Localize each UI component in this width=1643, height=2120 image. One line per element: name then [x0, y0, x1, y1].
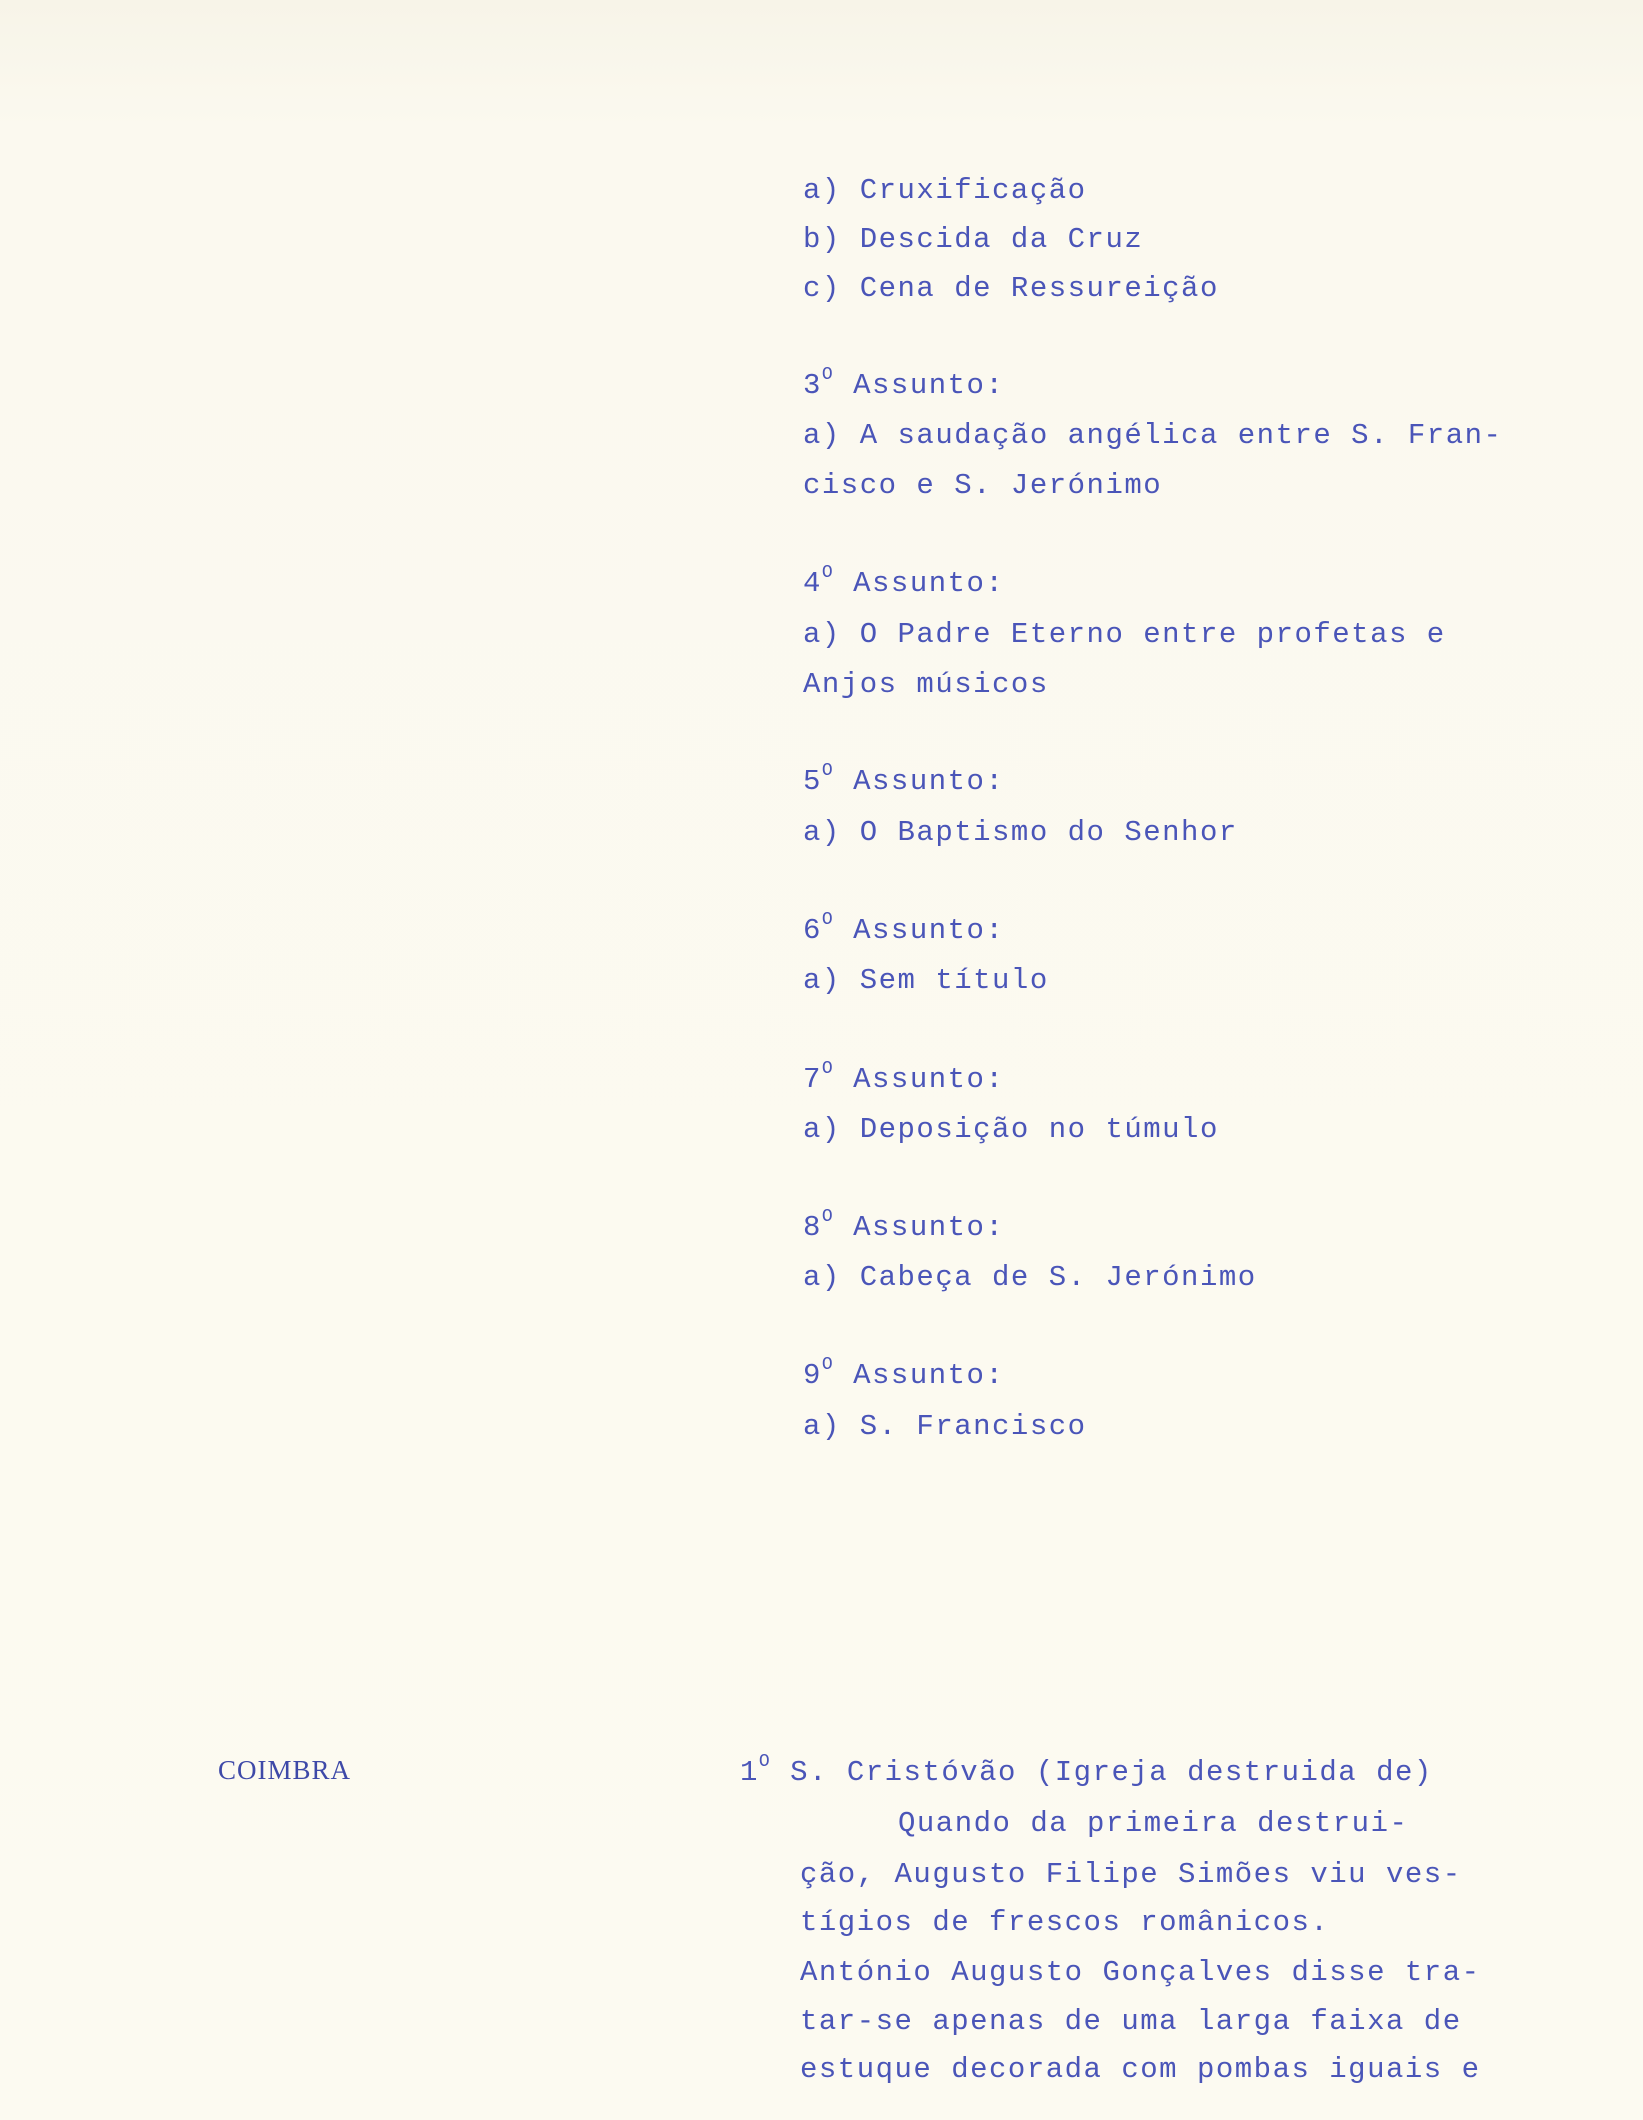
subject-number: 6: [803, 914, 822, 947]
subject-item: a) Cabeça de S. Jerónimo: [803, 1261, 1257, 1294]
subject-heading-label: Assunto:: [853, 567, 1005, 600]
subject-heading-label: Assunto:: [853, 1211, 1005, 1244]
subject-heading: [803, 563, 1005, 602]
ordinal-mark: O: [821, 1207, 835, 1227]
subject-number: 4: [803, 567, 822, 600]
entry-title: [740, 1752, 1433, 1791]
paragraph-line: António Augusto Gonçalves disse tra-: [800, 1956, 1481, 1989]
paragraph-line: estuque decorada com pombas iguais e: [800, 2053, 1481, 2086]
subject-heading: [803, 1059, 1005, 1098]
entry-title-text: S. Cristóvão (Igreja destruida de): [790, 1756, 1433, 1789]
subject-number: 8: [803, 1211, 822, 1244]
subject-number: 3: [803, 369, 822, 402]
subject-item: a) O Baptismo do Senhor: [803, 816, 1238, 849]
subject-item: a) Cruxificação: [803, 174, 1087, 207]
subject-item: c) Cena de Ressureição: [803, 272, 1219, 305]
paragraph-line: tar-se apenas de uma larga faixa de: [800, 2005, 1462, 2038]
ordinal-mark: O: [821, 563, 835, 583]
ordinal-mark: O: [821, 1059, 835, 1079]
subject-item: a) O Padre Eterno entre profetas e: [803, 618, 1446, 651]
entry-number: 1: [740, 1756, 759, 1789]
subject-item: Anjos músicos: [803, 668, 1049, 701]
ordinal-mark: O: [821, 761, 835, 781]
subject-number: 5: [803, 765, 822, 798]
subject-heading: [803, 1207, 1005, 1246]
subject-heading-label: Assunto:: [853, 765, 1005, 798]
subject-heading-label: Assunto:: [853, 914, 1005, 947]
subject-item: a) A saudação angélica entre S. Fran-: [803, 419, 1503, 452]
paragraph-line: Quando da primeira destrui-: [898, 1807, 1409, 1840]
ordinal-mark: O: [758, 1752, 772, 1772]
city-heading: COIMBRA: [218, 1755, 352, 1785]
subject-number: 7: [803, 1063, 822, 1096]
subject-heading: [803, 910, 1005, 949]
subject-heading-label: Assunto:: [853, 369, 1005, 402]
ordinal-mark: O: [821, 365, 835, 385]
subject-number: 9: [803, 1359, 822, 1392]
ordinal-mark: O: [821, 1355, 835, 1375]
subject-item: a) Sem título: [803, 964, 1049, 997]
subject-item: cisco e S. Jerónimo: [803, 469, 1163, 502]
subject-heading-label: Assunto:: [853, 1359, 1005, 1392]
subject-heading: [803, 761, 1005, 800]
paragraph-line: tígios de frescos românicos.: [800, 1906, 1330, 1939]
subject-item: b) Descida da Cruz: [803, 223, 1144, 256]
paragraph-line: ção, Augusto Filipe Simões viu ves-: [800, 1858, 1462, 1891]
ordinal-mark: O: [821, 910, 835, 930]
subject-heading-label: Assunto:: [853, 1063, 1005, 1096]
subject-item: a) Deposição no túmulo: [803, 1113, 1219, 1146]
subject-item: a) S. Francisco: [803, 1410, 1087, 1443]
subject-heading: [803, 1355, 1005, 1394]
subject-heading: [803, 365, 1005, 404]
